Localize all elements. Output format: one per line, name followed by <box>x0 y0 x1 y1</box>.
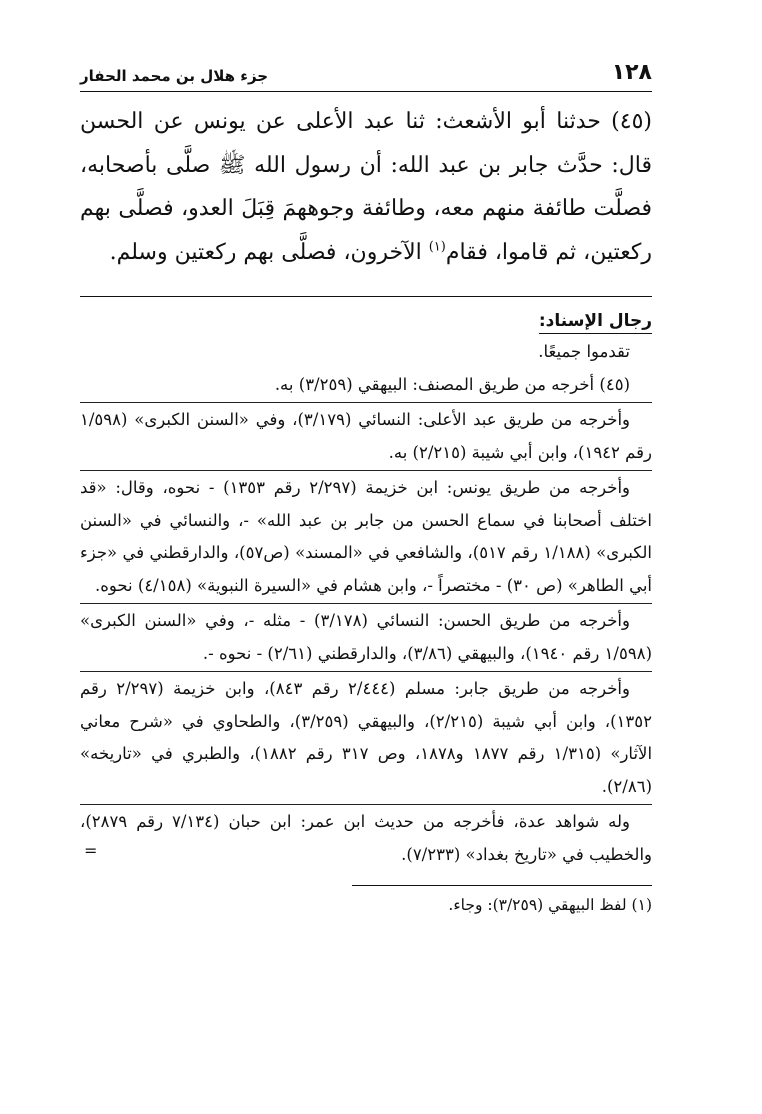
hadith-divider <box>80 296 652 297</box>
footnote: (١) لفظ البيهقي (٣/٢٥٩): وجاء. <box>448 896 652 914</box>
commentary-paragraph: وأخرجه من طريق الحسن: النسائي (٣/١٧٨) - مثله -، وفي «السنن الكبرى» (١/٥٩٨ رقم ١٩٤٠)، والبيهقي (٣/٨٦)، والدارقطني (٢/٦١) - نحوه -. <box>80 603 652 670</box>
footnote-divider <box>352 885 652 886</box>
commentary-paragraph: وله شواهد عدة، فأخرجه من حديث ابن عمر: ابن حبان (٧/١٣٤ رقم ٢٨٧٩)، والخطيب في «تاريخ بغداد» (٧/٢٣٣). <box>80 804 652 871</box>
book-page <box>80 60 652 920</box>
hadith-text-end: الآخرون، فصلَّى بهم ركعتين وسلم. <box>109 239 429 265</box>
footnote-ref-marker: (١) <box>428 239 446 255</box>
running-title: جزء هلال بن محمد الحفار <box>80 67 269 85</box>
commentary-paragraph: تقدموا جميعًا. <box>538 342 630 361</box>
continuation-mark: = <box>84 840 98 860</box>
commentary-last <box>80 804 652 871</box>
hadith-text <box>80 100 652 274</box>
page-number: ١٢٨ <box>611 60 652 85</box>
commentary-paragraph: (٤٥) أخرجه من طريق المصنف: البيهقي (٣/٢٥٩) به. <box>274 374 630 394</box>
section-title: رجال الإسناد: <box>539 311 652 334</box>
page-header <box>80 60 652 92</box>
commentary-paragraph: وأخرجه من طريق جابر: مسلم (٢/٤٤٤ رقم ٨٤٣)، وابن خزيمة (٢/٢٩٧ رقم ١٣٥٢)، وابن أبي شيبة (٢/٢١٥)، والبيهقي (٣/٢٥٩)، والطحاوي في «شرح معاني الآثار» (١/٣١٥ رقم ١٨٧٧ و١٨٧٨، وص ٣١٧ رقم ١٨٨٢)، والطبري في «تاريخه» (٢/٨٦). <box>80 671 652 803</box>
hadith-text-main: (٤٥) حدثنا أبو الأشعث: ثنا عبد الأعلى عن يونس عن الحسن قال: حدَّث جابر بن عبد الله: أن رسول الله ﷺ صلَّى بأصحابه، فصلَّت طائفة منهم معه، وطائفة وجوههمَ قِبَلَ العدو، فصلَّى بهم ركعتين، ثم قاموا، فقام <box>80 109 652 265</box>
commentary-paragraph: وأخرجه من طريق يونس: ابن خزيمة (٢/٢٩٧ رقم ١٣٥٣) - نحوه، وقال: «قد اختلف أصحابنا في سماع الحسن من جابر بن عبد الله» -، والنسائي في «السنن الكبرى» (١/١٨٨ رقم ٥١٧)، والشافعي في «المسند» (ص٥٧)، والدارقطني في «جزء أبي الطاهر» (ص ٣٠) - مختصراً -، وابن هشام في «السيرة النبوية» (٤/١٥٨) نحوه. <box>80 470 652 602</box>
commentary-block <box>80 336 652 871</box>
commentary-paragraph: وأخرجه من طريق عبد الأعلى: النسائي (٣/١٧٩)، وفي «السنن الكبرى» (١/٥٩٨ رقم ١٩٤٢)، وابن أبي شيبة (٢/٢١٥) به. <box>80 402 652 469</box>
